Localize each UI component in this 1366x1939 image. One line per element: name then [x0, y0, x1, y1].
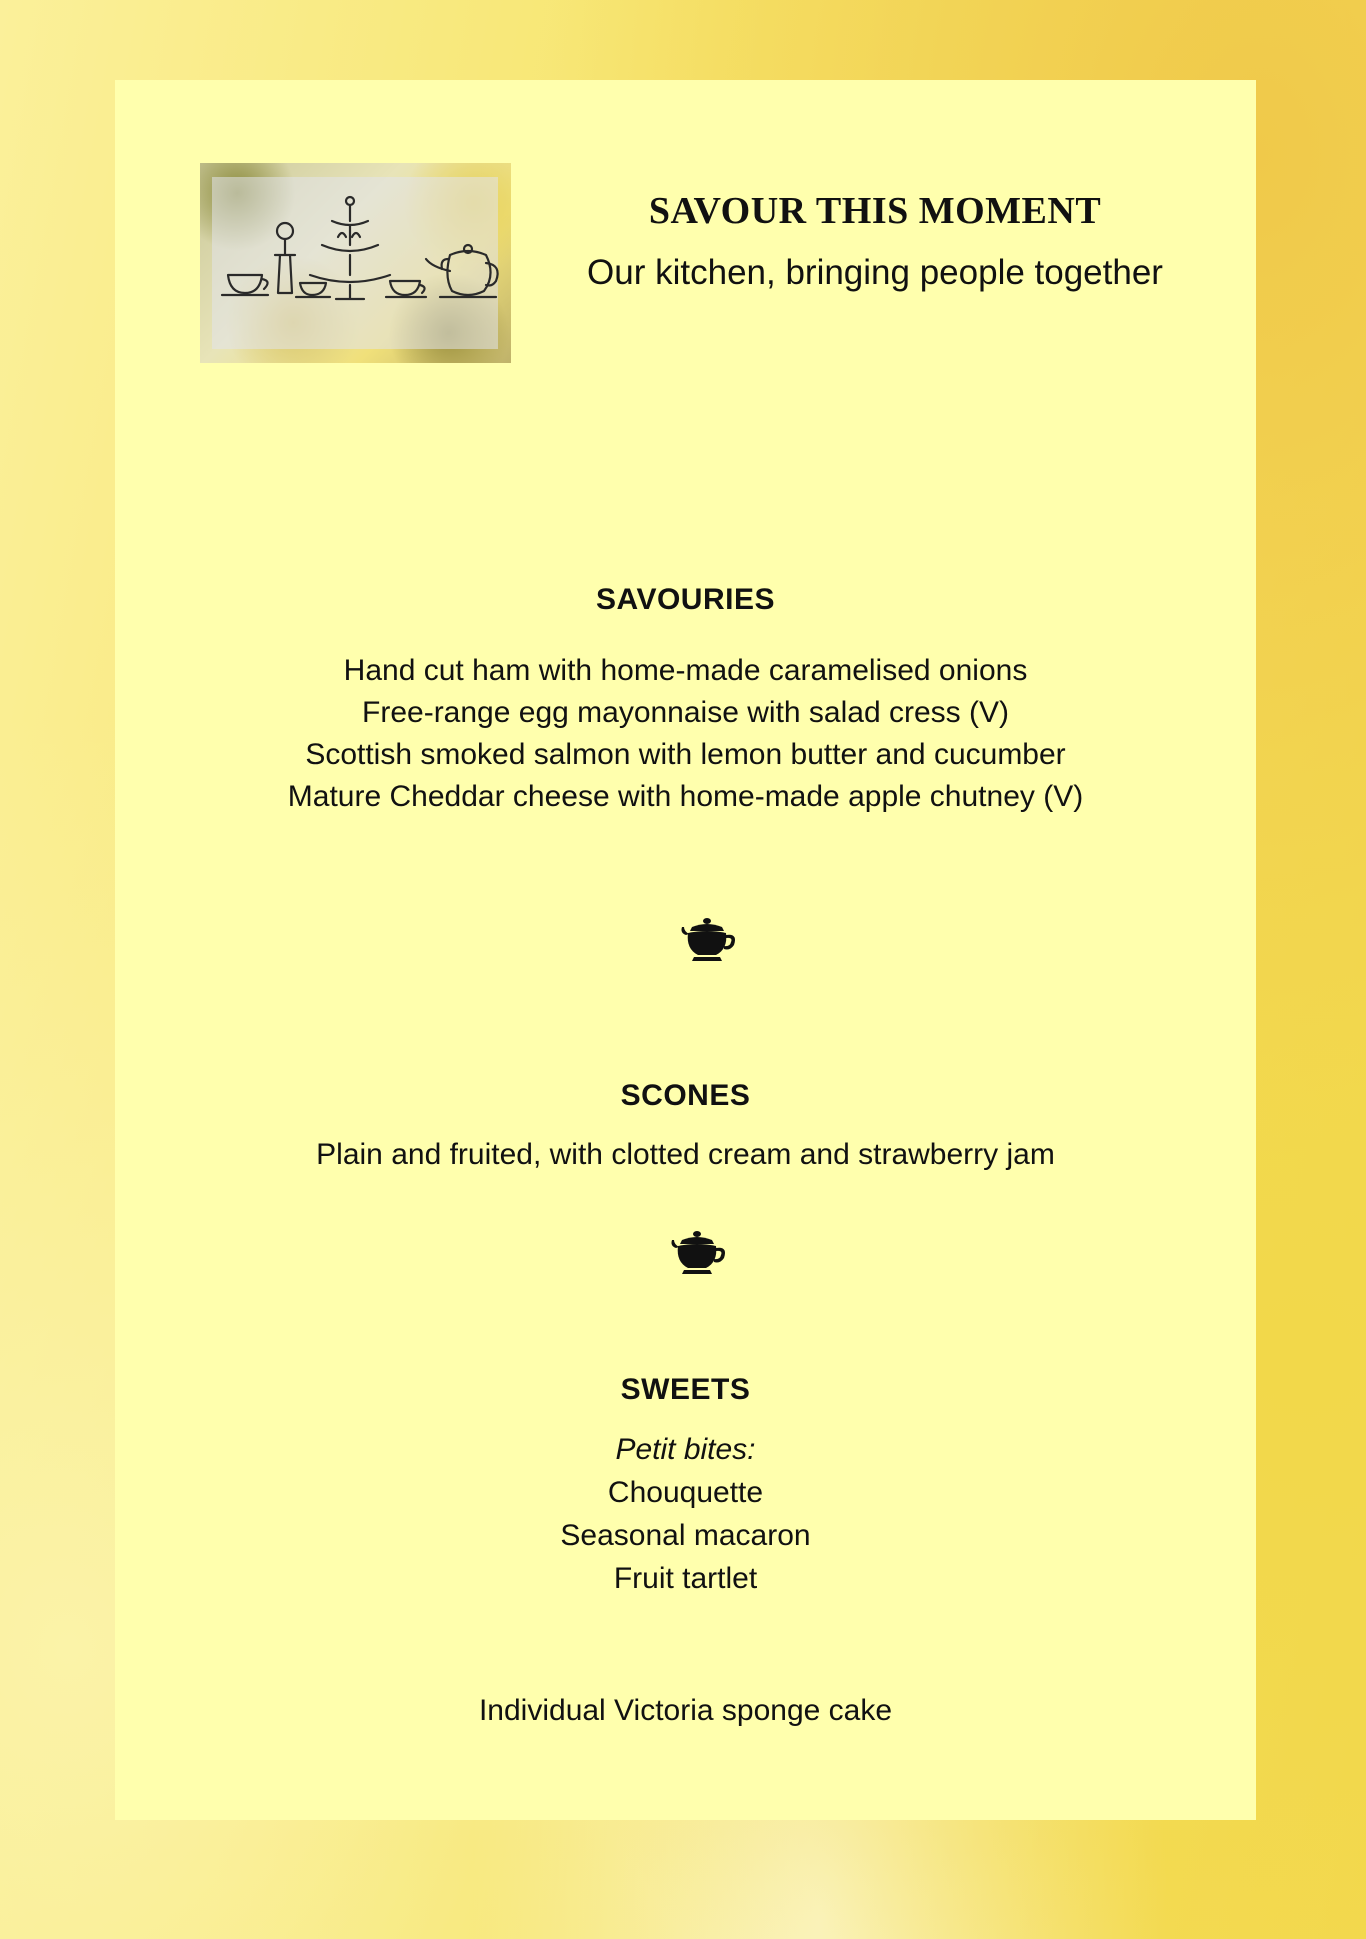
menu-title: SAVOUR THIS MOMENT: [648, 190, 1102, 232]
sweets-extra-item: Individual Victoria sponge cake: [478, 1694, 893, 1727]
menu-header: [555, 188, 1195, 296]
savouries-heading: SAVOURIES: [596, 583, 775, 616]
scones-heading: SCONES: [620, 1079, 751, 1112]
savouries-list: [115, 650, 1256, 818]
menu-card: [115, 80, 1256, 1820]
teapot-icon: [680, 915, 740, 965]
list-item: Hand cut ham with home-made caramelised onions: [343, 654, 1028, 687]
list-item: Fruit tartlet: [613, 1562, 758, 1595]
afternoon-tea-image: [200, 163, 511, 363]
sweets-intro: Petit bites:: [615, 1433, 756, 1466]
scones-list: [115, 1134, 1256, 1176]
list-item: Mature Cheddar cheese with home-made apple chutney (V): [287, 780, 1084, 813]
list-item: Seasonal macaron: [560, 1519, 811, 1552]
teapot-icon: [670, 1228, 730, 1278]
list-item: Chouquette: [607, 1476, 764, 1509]
list-item: Free-range egg mayonnaise with salad cress (V): [362, 696, 1009, 729]
sweets-list: [115, 1428, 1256, 1600]
menu-tagline: Our kitchen, bringing people together: [587, 253, 1163, 292]
list-item: Plain and fruited, with clotted cream and strawberry jam: [316, 1138, 1055, 1171]
list-item: Scottish smoked salmon with lemon butter and cucumber: [305, 738, 1066, 771]
sweets-heading: SWEETS: [620, 1373, 751, 1406]
tea-service-line-drawing-icon: [200, 163, 511, 363]
